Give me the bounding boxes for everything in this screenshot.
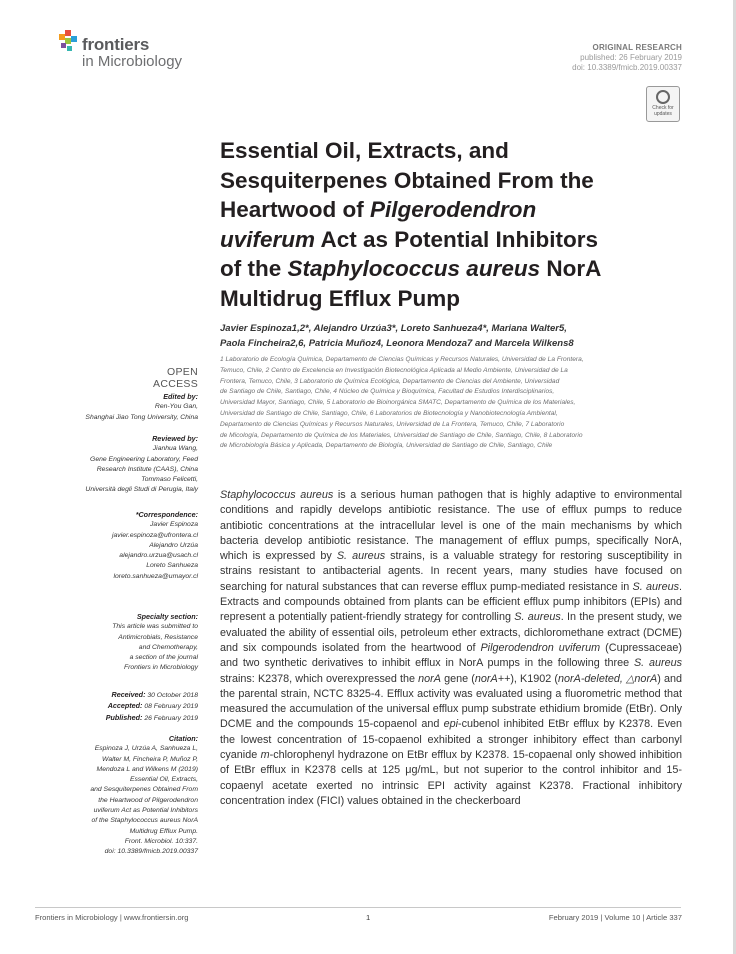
affiliations: 1 Laboratorio de Ecología Química, Departamento de Ciencias Químicas y Recursos Naturales, Universidad de La Frontera, Temuco, Chile, 2 Centro de Excelencia en Investigación Biotecnológica Aplicada al Medio Ambiente, Universidad de La Frontera, Temuco, Chile, 3 Laboratorio de Química Ecológica, Departamento de Ciencias del Ambiente, Universidad de Santiago de Chile, Santiago, Chile, 4 Núcleo de Química y Bioquímica, Facultad de Estudios Interdisciplinarios, Universidad Mayor, Santiago, Chile, 5 Laboratorio de Bioinorgánica SMATC, Departamento de Química de los Materiales, Universidad de Santiago de Chile, Santiago, Chile, 6 Laboratorios de Biotecnología y Nanobiotecnología Ambiental, Departamento de Ciencias Químicas y Recursos Naturales, Universidad de La Frontera, Temuco, Chile, 7 Laboratorio de Micología, Departamento de Química de los Materiales, Universidad de Santiago de Chile, Santiago, Chile, 8 Laboratorio de Microbiología Básica y Aplicada, Departamento de Biología, Universidad de Santiago de Chile, Santiago, Chile [220, 356, 584, 450]
footer-divider [35, 907, 681, 908]
dates: Received: 30 October 2018 Accepted: 08 February 2019 Published: 26 February 2019 [105, 690, 198, 722]
email-link-1[interactable]: javier.espinoza@ufrontera.cl [112, 531, 198, 539]
email-link-3[interactable]: loreto.sanhueza@umayor.cl [113, 572, 198, 580]
author-list [220, 321, 690, 351]
email-link-2[interactable]: alejandro.urzua@usach.cl [119, 552, 198, 560]
journal-logo-name: in Microbiology [82, 53, 183, 70]
doi[interactable]: doi: 10.3389/fmicb.2019.00337 [572, 63, 682, 72]
article-type: ORIGINAL RESEARCH [592, 43, 682, 52]
article-title: Essential Oil, Extracts, and Sesquiterpenes Obtained From the Heartwood of Pilgerodendron uviferum Act as Potential Inhibitors of the Staphylococcus aureus NorA Multidrug Efflux Pump [220, 138, 602, 311]
footer-issue: February 2019 | Volume 10 | Article 337 [548, 913, 682, 922]
citation: Citation: Espinoza J, Urzúa A, Sanhueza L, Walter M, Fincheira P, Muñoz P, Mendoza L and Wilkens M (2019) Essential Oil, Extracts, and Sesquiterpenes Obtained From the Heartwood of Pilgerodendron uviferum Act as Potential Inhibitors of the Staphylococcus aureus NorA Multidrug Efflux Pump. Front. Microbiol. 10:337. doi: 10.3389/fmicb.2019.00337 [90, 734, 198, 856]
footer-journal[interactable]: Frontiers in Microbiology | www.frontiersin.org [35, 913, 189, 922]
abstract: Staphylococcus aureus is a serious human pathogen that is highly adaptive to environmental conditions and rapidly develops antibiotic resistance. The use of efflux pumps to reduce antibiotic concentrations at the intracellular level is one of the main mechanisms by which bacteria develop antibiotic resistance. The management of efflux pumps, specifically NorA, which is expressed by S. aureus strains, is a valuable strategy for restoring susceptibility in strains resistant to antibacterial agents. In recent years, many studies have focused on searching for natural substances that can reverse efflux pump-mediated resistance in S. aureus. Extracts and compounds obtained from plants can be efficient efflux pump inhibitors (EPIs) and represent a potentially patient-friendly strategy for controlling S. aureus. In the present study, we evaluated the ability of essential oils, petroleum ether extracts, dichloromethane extract (DCME) and six compounds isolated from the heartwood of Pilgerodendron uviferum (Cupressaceae) and two synthetic derivatives to inhibit efflux in NorA pumps in the following three S. aureus strains: K2378, which overexpressed the norA gene (norA++), K1902 (norA-deleted, △norA) and the parental strain, NCTC 8325-4. Efflux activity was evaluated using a fluorometric method that measured the accumulation of the universal efflux pump substrate ethidium bromide (EtBr). Only DCME and the compounds 15-copaenol and epi-cubenol inhibited EtBr efflux by K2378. Even the lowest concentration of 15-copaenol exhibited a stronger inhibitory effect than carbonyl cyanide m-chlorophenyl hydrazone on EtBr efflux by K2378. 15-copaenal only showed inhibition of EtBr efflux in K2378 cells at 125 μg/mL, but not superior to the control inhibitor and 15-copaenyl acetate exerted no intrinsic EPI activity against K2378. Fractional inhibitory concentration index (FICI) values obtained in the checkerboard [220, 489, 683, 807]
authors-line-2: Paola Fincheira2,6, Patricia Muñoz4, Leonora Mendoza7 and Marcela Wilkens8 [220, 338, 574, 349]
open-access-label: OPEN ACCESS [153, 366, 198, 390]
updates-label-2: updates [654, 111, 672, 117]
updates-label-1: Check for [652, 105, 674, 111]
page-number: 1 [366, 913, 371, 922]
authors-line-1: Javier Espinoza1,2*, Alejandro Urzúa3*, Loreto Sanhueza4*, Mariana Walter5, [220, 323, 567, 334]
updates-icon [656, 90, 670, 104]
check-for-updates-badge[interactable] [646, 86, 680, 122]
published-date: published: 26 February 2019 [580, 53, 682, 62]
reviewed-by: Reviewed by: Jianhua Wang, Gene Engineering Laboratory, Feed Research Institute (CAAS), China Tommaso Felicetti, Università degli Studi di Perugia, Italy [85, 434, 198, 494]
frontiers-logo-icon [57, 30, 79, 54]
journal-logo-frontiers: frontiers [82, 35, 150, 54]
specialty-section: Specialty section: This article was submitted to Antimicrobials, Resistance and Chemotherapy, a section of the journal Frontiers in Microbiology [112, 612, 198, 672]
correspondence: *Correspondence: Javier Espinoza javier.espinoza@ufrontera.cl Alejandro Urzúa alejandro.urzua@usach.cl Loreto Sanhueza loreto.sanhueza@umayor.cl [0, 510, 198, 582]
edited-by: Edited by: Ren-You Gan, Shanghai Jiao Tong University, China [85, 392, 198, 421]
